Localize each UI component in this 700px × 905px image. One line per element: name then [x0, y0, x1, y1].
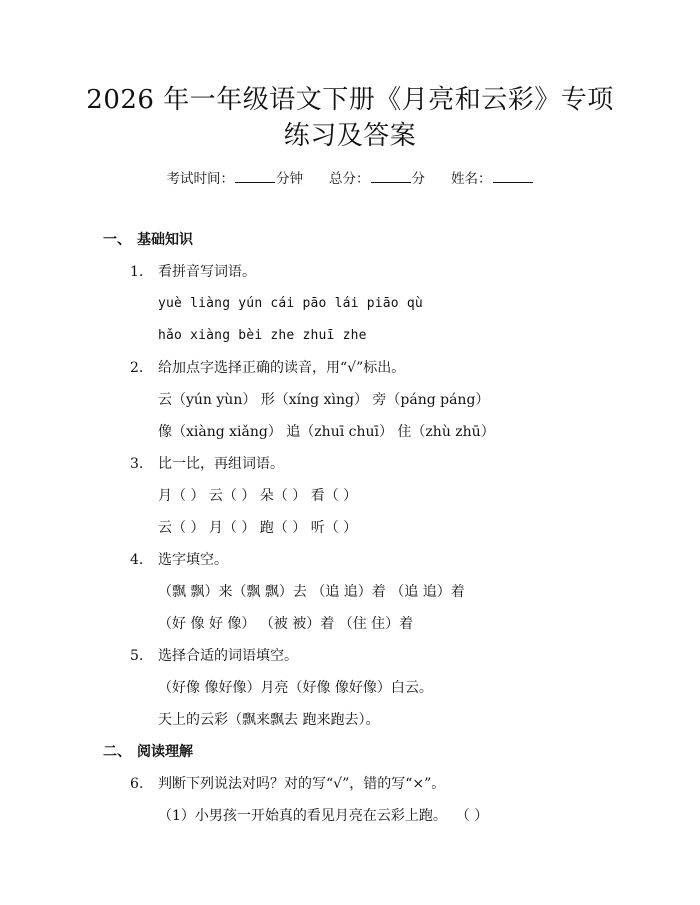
section-title: 基础知识: [137, 232, 193, 248]
section-number: 一、: [103, 232, 131, 248]
question-line: （飘 飘）来（飘 飘）去 （追 追）着 （追 追）着: [158, 584, 465, 600]
question-text: 看拼音写词语。: [158, 264, 256, 280]
question-line: （好 像 好 像） （被 被）着 （住 住）着: [158, 616, 414, 632]
question-number: 2.: [130, 360, 144, 376]
time-unit: 分钟: [276, 171, 303, 187]
name-blank: [493, 170, 533, 183]
time-label: 考试时间：: [166, 171, 234, 187]
question-text: 选字填空。: [158, 552, 228, 568]
question-line: 云（ ） 月（ ） 跑（ ） 听（ ）: [158, 520, 358, 536]
pinyin-line: hǎo xiàng bèi zhe zhuī zhe: [158, 328, 367, 343]
question-text: 比一比，再组词语。: [158, 456, 284, 472]
section-heading-basics: [103, 230, 193, 250]
question-text: 给加点字选择正确的读音，用“√”标出。: [158, 360, 406, 376]
question-line: 天上的云彩（飘来飘去 跑来跑去）。: [158, 712, 380, 728]
question-number: 4.: [130, 552, 144, 568]
question-line: 月（ ） 云（ ） 朵（ ） 看（ ）: [158, 488, 358, 504]
exam-info-line: [0, 170, 700, 188]
question-3: [130, 454, 284, 474]
question-5: [130, 646, 298, 666]
question-line: 云（yún yùn） 形（xíng xìng） 旁（páng páng）: [158, 392, 490, 408]
section-heading-reading: [103, 742, 193, 762]
time-blank: [235, 170, 275, 183]
question-6: [130, 774, 445, 794]
question-number: 5.: [130, 648, 144, 664]
question-2: [130, 358, 405, 378]
question-number: 1.: [130, 264, 144, 280]
score-label: 总分：: [329, 171, 370, 187]
section-number: 二、: [103, 744, 131, 760]
pinyin-line: yuè liàng yún cái pāo lái piāo qù: [158, 296, 423, 311]
question-1: [130, 262, 256, 282]
document-title-line-1: 2026 年一年级语文下册《月亮和云彩》专项: [86, 85, 614, 115]
question-4: [130, 550, 228, 570]
question-line: （1）小男孩一开始真的看见月亮在云彩上跑。 （ ）: [158, 808, 489, 824]
name-label: 姓名：: [451, 171, 492, 187]
section-title: 阅读理解: [137, 744, 193, 760]
score-blank: [371, 170, 411, 183]
question-text: 选择合适的词语填空。: [158, 648, 298, 664]
question-line: （好像 像好像）月亮（好像 像好像）白云。: [158, 680, 433, 696]
document-title-line-2: 练习及答案: [283, 121, 417, 151]
question-line: 像（xiàng xiǎng） 追（zhuī chuī） 住（zhù zhū）: [158, 424, 495, 440]
score-unit: 分: [411, 171, 425, 187]
question-number: 3.: [130, 456, 144, 472]
question-number: 6.: [130, 776, 144, 792]
question-text: 判断下列说法对吗？对的写“√”，错的写“×”。: [158, 776, 446, 792]
